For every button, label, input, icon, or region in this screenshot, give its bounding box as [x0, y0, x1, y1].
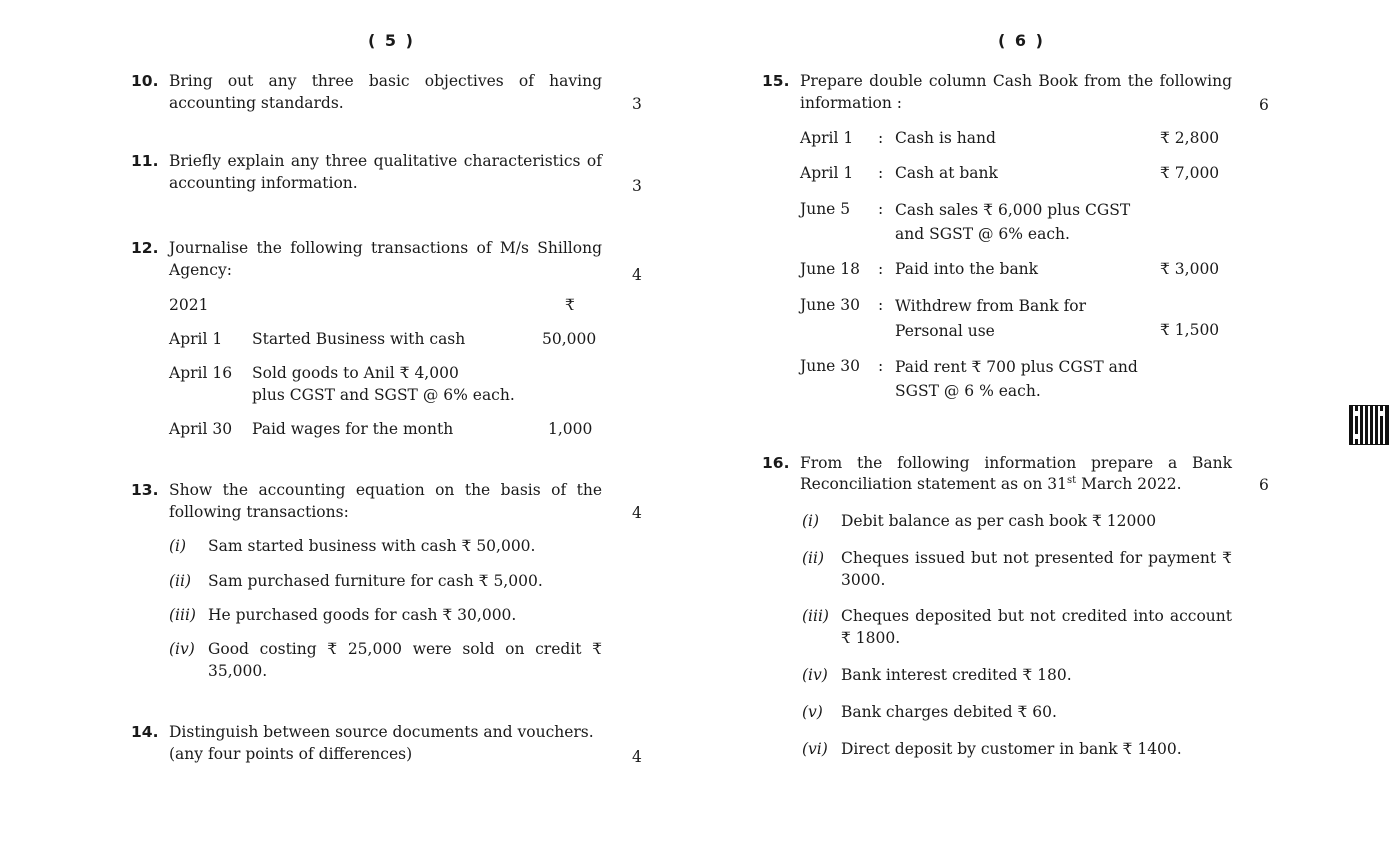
- question-16-text: From the following information prepare a Bank: [800, 454, 1232, 472]
- question-14-number: 14.: [131, 723, 159, 741]
- cashbook-row-date: June 5: [800, 200, 851, 218]
- journal-currency-header: ₹: [565, 296, 575, 314]
- item-label: (i): [802, 512, 820, 530]
- journal-year: 2021: [169, 296, 209, 314]
- journal-row-description: Paid wages for the month: [252, 420, 454, 438]
- question-16-text-cont: [800, 473, 1182, 495]
- question-12-marks: 4: [632, 266, 642, 284]
- page-number-right: ( 6 ): [998, 31, 1045, 50]
- page-number-left: ( 5 ): [368, 31, 415, 50]
- journal-row-date: April 1: [169, 330, 223, 348]
- cashbook-row-colon: :: [878, 129, 884, 147]
- cashbook-row-date: June 30: [800, 357, 861, 375]
- cashbook-row-date: April 1: [800, 164, 854, 182]
- item-label: (vi): [802, 740, 828, 758]
- journal-row-description-cont: plus CGST and SGST @ 6% each.: [252, 386, 515, 404]
- cashbook-row-description: Paid into the bank: [895, 260, 1039, 278]
- cashbook-row-date: June 30: [800, 296, 861, 314]
- item-text: Direct deposit by customer in bank ₹ 1400.: [841, 740, 1182, 758]
- cashbook-row-amount: ₹ 7,000: [1160, 164, 1220, 182]
- question-10-text: Bring out any three basic objectives of having accounting standards.: [169, 72, 602, 112]
- cashbook-row-amount: ₹ 3,000: [1160, 260, 1220, 278]
- question-13-marks: 4: [632, 504, 642, 522]
- cashbook-row-description: Withdrew from Bank for Personal use: [895, 297, 1087, 340]
- cashbook-row-description: Cash sales ₹ 6,000 plus CGST and SGST @ 6% each.: [895, 201, 1131, 243]
- cashbook-row-colon: :: [878, 164, 884, 182]
- qr-code: [1349, 405, 1389, 445]
- item-text: Cheques issued but not presented for payment ₹ 3000.: [841, 549, 1232, 589]
- journal-row-date: April 30: [169, 420, 233, 438]
- cashbook-row-amount: ₹ 2,800: [1160, 129, 1220, 147]
- item-text: He purchased goods for cash ₹ 30,000.: [208, 606, 517, 624]
- journal-row-description: Sold goods to Anil ₹ 4,000: [252, 364, 459, 382]
- journal-row-description: Started Business with cash: [252, 330, 466, 348]
- question-16-text-part: March 2022.: [1076, 475, 1182, 493]
- question-15-number: 15.: [762, 72, 790, 90]
- item-label: (iii): [802, 607, 829, 625]
- question-13-number: 13.: [131, 481, 159, 499]
- question-14-text-cont: (any four points of differences): [169, 745, 413, 763]
- cashbook-row-date: June 18: [800, 260, 861, 278]
- journal-row-amount: 50,000: [542, 330, 597, 348]
- journal-row-date: April 16: [169, 364, 233, 382]
- question-15-marks: 6: [1259, 96, 1269, 114]
- item-text: Sam started business with cash ₹ 50,000.: [208, 537, 536, 555]
- cashbook-row-description: Paid rent ₹ 700 plus CGST and SGST @ 6 % each.: [895, 358, 1138, 400]
- cashbook-row-colon: :: [878, 260, 884, 278]
- question-10-marks: 3: [632, 95, 642, 113]
- item-label: (iv): [802, 666, 828, 684]
- question-15-text: Prepare double column Cash Book from the following information :: [800, 72, 1232, 112]
- cashbook-row-colon: :: [878, 296, 884, 314]
- question-14-text: Distinguish between source documents and vouchers.: [169, 723, 594, 741]
- item-label: (ii): [802, 549, 825, 567]
- item-text: Debit balance as per cash book ₹ 12000: [841, 512, 1157, 530]
- question-16-marks: 6: [1259, 476, 1269, 494]
- item-text: Bank interest credited ₹ 180.: [841, 666, 1072, 684]
- cashbook-row-amount: ₹ 1,500: [1160, 321, 1220, 339]
- item-label: (i): [169, 537, 187, 555]
- cashbook-row-colon: :: [878, 357, 884, 375]
- item-text: Good costing ₹ 25,000 were sold on credit ₹ 35,000.: [208, 640, 602, 680]
- journal-row-amount: 1,000: [548, 420, 593, 438]
- item-text: Bank charges debited ₹ 60.: [841, 703, 1057, 721]
- question-13-text: Show the accounting equation on the basis of the following transactions:: [169, 481, 602, 521]
- question-14-marks: 4: [632, 748, 642, 766]
- question-11-text: Briefly explain any three qualitative characteristics of accounting information.: [169, 152, 602, 192]
- cashbook-row-colon: :: [878, 200, 884, 218]
- cashbook-row-description: Cash is hand: [895, 129, 996, 147]
- question-12-text: Journalise the following transactions of M/s Shillong Agency:: [169, 239, 602, 279]
- question-16-text-part: Reconciliation statement as on 31: [800, 475, 1067, 493]
- item-label: (iv): [169, 640, 195, 658]
- question-16-number: 16.: [762, 454, 790, 472]
- item-label: (ii): [169, 572, 192, 590]
- item-text: Sam purchased furniture for cash ₹ 5,000.: [208, 572, 543, 590]
- question-12-number: 12.: [131, 239, 159, 257]
- cashbook-row-date: April 1: [800, 129, 854, 147]
- cashbook-row-description: Cash at bank: [895, 164, 998, 182]
- item-text: Cheques deposited but not credited into account ₹ 1800.: [841, 607, 1232, 647]
- question-11-number: 11.: [131, 152, 159, 170]
- item-label: (v): [802, 703, 823, 721]
- ordinal-suffix: st: [1066, 474, 1077, 486]
- question-11-marks: 3: [632, 177, 642, 195]
- item-label: (iii): [169, 606, 196, 624]
- question-10-number: 10.: [131, 72, 159, 90]
